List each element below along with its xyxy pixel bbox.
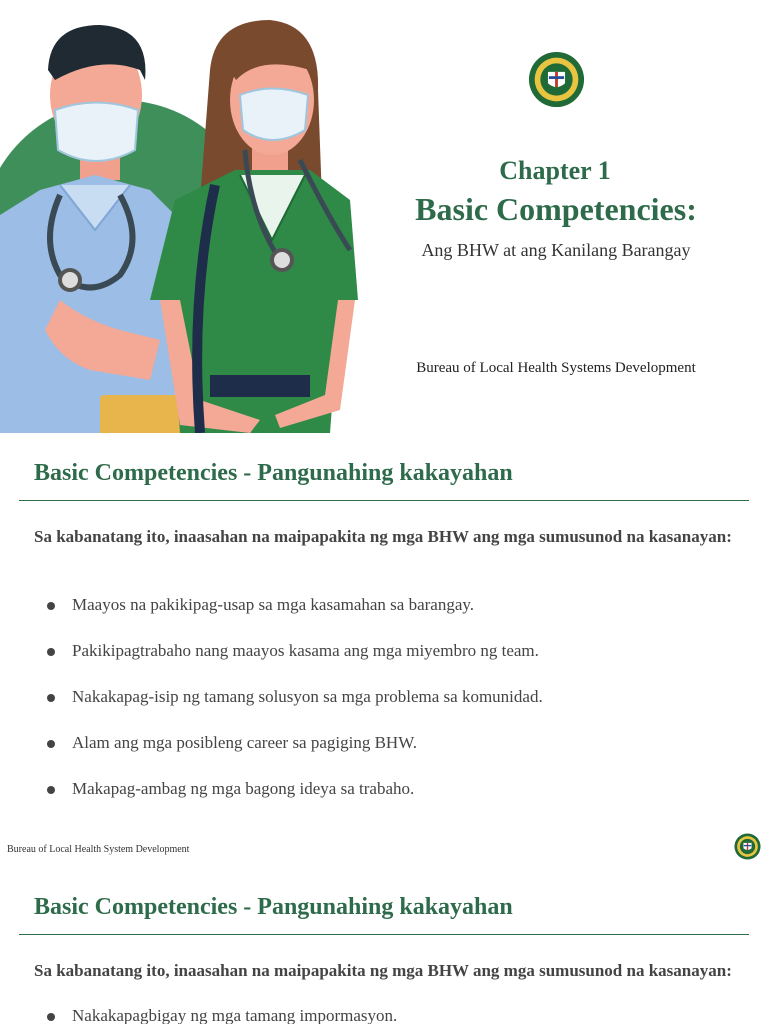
intro-text: Sa kabanatang ito, inaasahan na maipapakita ng mga BHW ang mga sumusunod na kasanayan: bbox=[34, 961, 732, 980]
chapter-label: Chapter 1 bbox=[499, 156, 611, 185]
list-item: Pakikipagtrabaho nang maayos kasama ang mga miyembro ng team. bbox=[34, 641, 734, 687]
list-item: Makapag-ambag ng mga bagong ideya sa trabaho. bbox=[34, 779, 734, 825]
health-workers-illustration bbox=[0, 0, 370, 433]
list-item: Nakakapag-isip ng tamang solusyon sa mga problema sa komunidad. bbox=[34, 687, 734, 733]
bullet-icon bbox=[47, 1013, 55, 1021]
bullet-icon bbox=[47, 648, 55, 656]
competency-list bbox=[34, 595, 734, 825]
cover-title: Basic Competencies: bbox=[415, 191, 697, 227]
list-item: Alam ang mga posibleng career sa pagiging BHW. bbox=[34, 733, 734, 779]
bullet-icon bbox=[47, 786, 55, 794]
bullet-icon bbox=[47, 740, 55, 748]
section-title: Basic Competencies - Pangunahing kakayahan bbox=[34, 460, 513, 486]
male-health-worker bbox=[0, 25, 195, 433]
department-of-health-seal-icon bbox=[734, 833, 761, 860]
list-item: Maayos na pakikipag-usap sa mga kasamahan sa barangay. bbox=[34, 595, 734, 641]
cover-subtitle: Ang BHW at ang Kanilang Barangay bbox=[421, 240, 691, 260]
section-title: Basic Competencies - Pangunahing kakayahan bbox=[34, 894, 513, 920]
female-health-worker bbox=[150, 20, 358, 433]
competencies-slide-2 bbox=[0, 865, 768, 1024]
competency-list bbox=[34, 1006, 734, 1024]
bullet-icon bbox=[47, 694, 55, 702]
competencies-slide-1 bbox=[0, 433, 768, 865]
cover-slide bbox=[0, 0, 768, 433]
footer-bureau-name: Bureau of Local Health System Development bbox=[7, 844, 190, 855]
title-divider bbox=[19, 934, 749, 935]
bullet-icon bbox=[47, 602, 55, 610]
department-of-health-seal-icon bbox=[528, 51, 585, 108]
list-item: Nakakapagbigay ng mga tamang impormasyon. bbox=[34, 1006, 734, 1024]
intro-text: Sa kabanatang ito, inaasahan na maipapakita ng mga BHW ang mga sumusunod na kasanayan: bbox=[34, 527, 732, 546]
title-divider bbox=[19, 500, 749, 501]
cover-bureau-name: Bureau of Local Health Systems Development bbox=[416, 360, 696, 376]
